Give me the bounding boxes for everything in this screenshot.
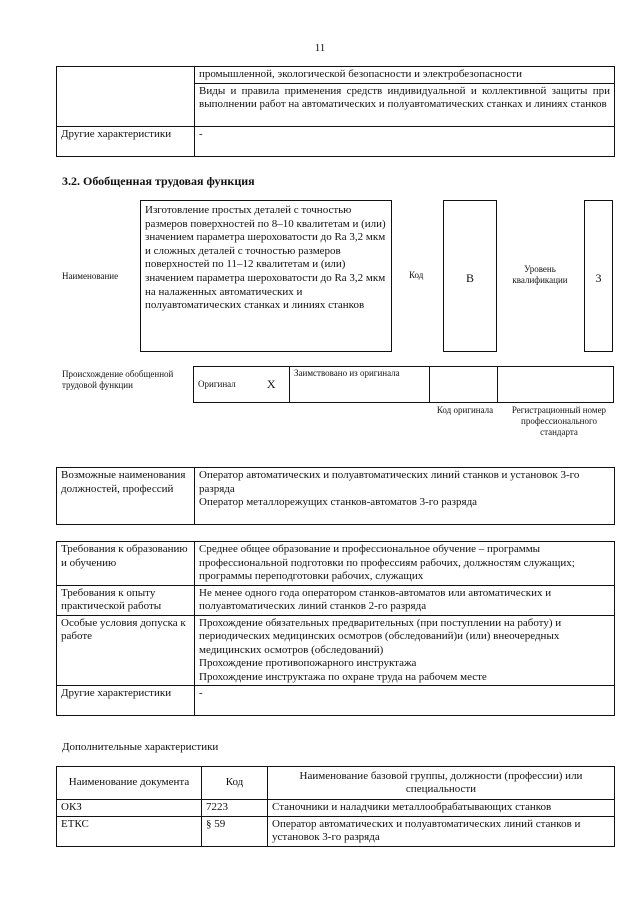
gtf-name-value: Изготовление простых деталей с точностью размеров поверхностей по 8–10 квалитетам и (или) значением параметра шероховатости до Ra 3,2 мкм и сложных деталей с точностью размеров поверхностей по 11–12 квалитетам и (или) значением параметра шероховатости до Ra 3,2 мкм на налаженных автоматических и полуавтоматических станках и линиях станков [145, 204, 386, 312]
special-item: Прохождение инструктажа по охране труда на рабочем месте [199, 670, 487, 683]
gtf-name-box [140, 200, 392, 352]
knowledge-cell: промышленной, экологической безопасности и электробезопасности [195, 67, 615, 84]
table-row [57, 800, 615, 817]
original-mark: X [254, 367, 290, 403]
table-row [57, 686, 615, 716]
other-value: - [195, 686, 615, 716]
table-row [194, 367, 614, 403]
positions-table [56, 467, 615, 525]
other-label: Другие характеристики [57, 126, 195, 156]
top-table [56, 66, 615, 157]
special-item: Прохождение противопожарного инструктажа [199, 657, 417, 669]
position-item: Оператор автоматических и полуавтоматических линий станков и установок 3-го разряда [199, 469, 580, 495]
doc-cell: ЕТКС [57, 816, 202, 846]
table-row [57, 468, 615, 525]
origin-label: Происхождение обобщенной трудовой функции [62, 369, 174, 390]
original-label: Оригинал [194, 367, 254, 403]
knowledge-cell: Виды и правила применения средств индивидуальной и коллективной защиты при выполнении работ на автоматических и полуавтоматических станках и линиях станков [195, 83, 615, 126]
header-doc: Наименование документа [57, 767, 202, 800]
table-row [57, 126, 615, 156]
education-value: Среднее общее образование и профессиональное обучение – программы профессиональной подготовки по профессиям рабочих, должностям служащих; программы переподготовки рабочих, служащих [195, 542, 615, 586]
name-label: Наименование [62, 271, 119, 281]
position-item: Оператор металлорежущих станков-автоматов 3-го разряда [199, 496, 478, 508]
table-row [57, 585, 615, 615]
table-row [57, 542, 615, 586]
table-row [57, 615, 615, 686]
code-label: Код [409, 270, 424, 280]
table-row [57, 67, 615, 84]
name-cell: Станочники и наладчики металлообрабатывающих станков [268, 800, 615, 817]
header-code: Код [202, 767, 268, 800]
special-label: Особые условия допуска к работе [57, 615, 195, 686]
positions-values [195, 468, 615, 525]
borrowed-label: Заимствовано из оригинала [290, 367, 430, 403]
additional-table [56, 766, 615, 847]
origin-reg-cell [498, 367, 614, 403]
header-name: Наименование базовой группы, должности (профессии) или специальности [268, 767, 615, 800]
page-number: 11 [314, 42, 326, 54]
other-label: Другие характеристики [57, 686, 195, 716]
doc-cell: ОКЗ [57, 800, 202, 817]
special-item: Прохождение обязательных предварительных (при поступлении на работу) и периодических медицинских осмотров (обследований)и (или) внеочередных медицинских осмотров (обследований) [199, 616, 562, 656]
education-label: Требования к образованию и обучению [57, 542, 195, 586]
experience-value: Не менее одного года оператором станков-автоматов или автоматических и полуавтоматических линий станков 2-го разряда [195, 585, 615, 615]
level-value-box [584, 200, 613, 352]
name-cell: Оператор автоматических и полуавтоматических линий станков и установок 3-го разряда [268, 816, 615, 846]
positions-label: Возможные наименования должностей, профессий [57, 468, 195, 525]
empty-cell [57, 67, 195, 127]
section-title: 3.2. Обобщенная трудовая функция [62, 174, 255, 188]
level-label: Уровень квалификации [512, 264, 568, 285]
other-value: - [195, 126, 615, 156]
code-value: B [465, 271, 474, 285]
code-value-box [443, 200, 497, 352]
requirements-table [56, 541, 615, 716]
code-caption: Код оригинала [436, 405, 494, 415]
table-header-row [57, 767, 615, 800]
additional-title: Дополнительные характеристики [62, 741, 219, 753]
reg-caption: Регистрационный номер профессионального стандарта [511, 405, 607, 437]
code-cell: § 59 [202, 816, 268, 846]
table-row [57, 816, 615, 846]
experience-label: Требования к опыту практической работы [57, 585, 195, 615]
level-value: 3 [595, 271, 602, 285]
code-cell: 7223 [202, 800, 268, 817]
origin-table [193, 366, 614, 403]
special-values [195, 615, 615, 686]
origin-code-cell [430, 367, 498, 403]
